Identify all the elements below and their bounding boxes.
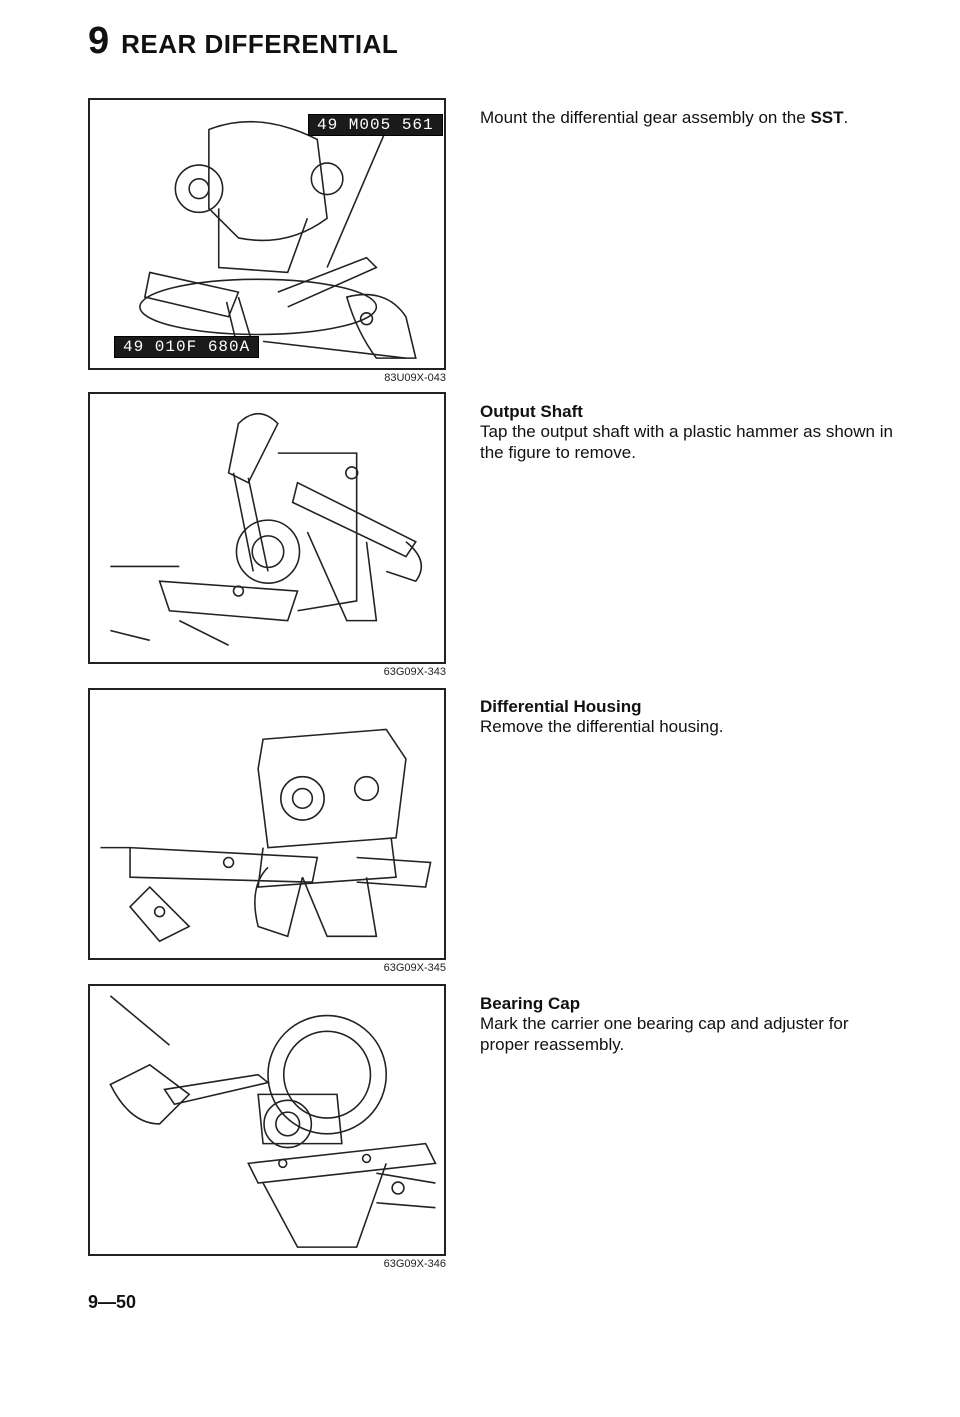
section-heading: Bearing Cap [480,994,581,1013]
differential-housing-illustration [90,690,444,958]
chapter-title: REAR DIFFERENTIAL [121,29,399,59]
sst-term: SST [810,108,844,127]
figure-differential-housing [88,688,446,960]
sst-label-1: 49 M005 561 [308,114,443,136]
figure-code: 83U09X-043 [384,372,446,384]
section-heading: Differential Housing [480,697,642,716]
section-body: Tap the output shaft with a plastic hammer as shown in the figure to remove. [480,422,893,462]
figure-differential-on-stand [88,98,446,370]
section-body: Mark the carrier one bearing cap and adjuster for proper reassembly. [480,1014,849,1054]
differential-on-stand-illustration [90,100,444,368]
section-mount-instruction [480,108,900,128]
section-differential-housing [480,697,900,738]
sst-label-2: 49 010F 680A [114,336,259,358]
figure-bearing-cap [88,984,446,1256]
figure-code: 63G09X-346 [383,1258,446,1270]
figure-output-shaft [88,392,446,664]
chapter-number: 9 [88,20,110,62]
output-shaft-tap-illustration [90,394,444,662]
page-header [88,22,398,60]
section-bearing-cap [480,994,900,1055]
figure-code: 63G09X-343 [383,666,446,678]
page-number: 9—50 [88,1292,137,1312]
section-body: Mount the differential gear assembly on the SST. [480,108,849,127]
section-body: Remove the differential housing. [480,717,724,737]
figure-code: 63G09X-345 [383,962,446,974]
section-output-shaft [480,402,900,463]
section-heading: Output Shaft [480,402,583,421]
bearing-cap-illustration [90,986,444,1254]
